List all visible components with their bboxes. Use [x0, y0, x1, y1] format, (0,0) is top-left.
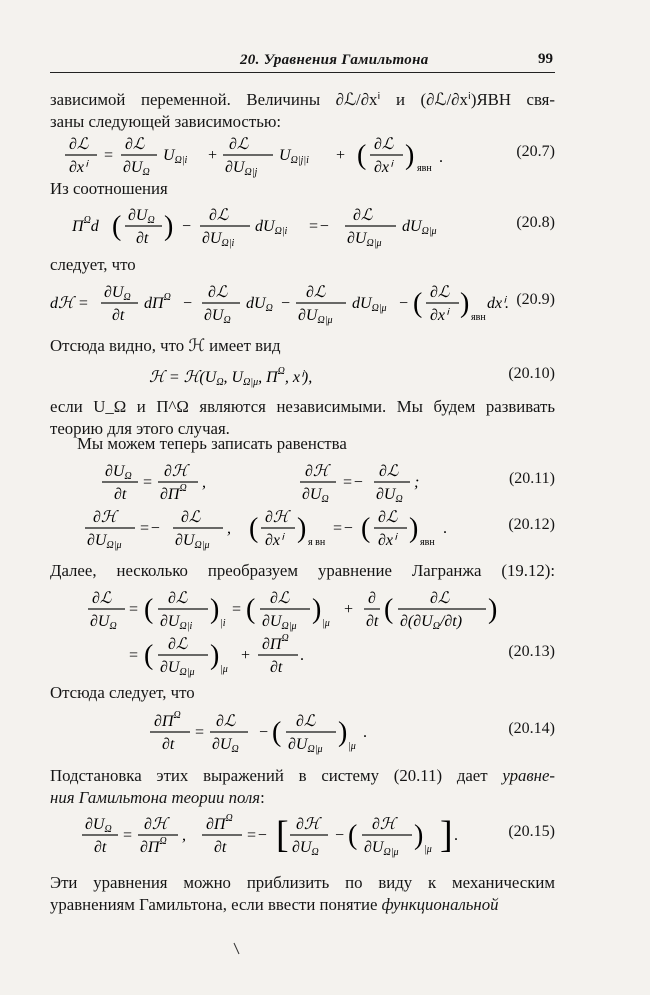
eq-8-den-1: ∂t	[136, 230, 149, 247]
eq-12-rparen-1: )	[297, 513, 307, 544]
paragraph-5-line-1: если U_Ω и Π^Ω являются независимыми. Мы будем развивать	[50, 397, 555, 416]
eq-15-lparen: (	[348, 820, 358, 851]
eq-8-num-3: ∂ℒ	[353, 207, 373, 224]
eq-15-den-1: ∂t	[94, 839, 107, 856]
equation-20-15-svg	[80, 807, 470, 863]
eq-9-num-1: ∂UΩ	[104, 284, 131, 303]
eq-14-minus: −	[258, 724, 269, 741]
eq-7-u1: UΩ|i	[163, 147, 188, 166]
eq-15-den-5: ∂UΩ|μ	[364, 839, 399, 858]
eq-13-rparen-1: )	[210, 594, 220, 625]
eq-11-semicolon: ;	[414, 474, 420, 491]
eq-13-den-5: ∂(∂UΩ/∂t)	[400, 613, 463, 632]
eq-9-minus-3: −	[398, 295, 409, 312]
eq-12-num-4: ∂ℒ	[378, 509, 398, 526]
eq-15-num-2: ∂ℋ	[144, 816, 168, 833]
equation-number-20-8: (20.8)	[516, 214, 555, 231]
eq-9-den-4: ∂xⁱ	[430, 307, 448, 324]
equation-number-20-12: (20.12)	[508, 516, 555, 533]
eq-7-lparen: (	[357, 140, 367, 171]
eq-11-den-3: ∂UΩ	[302, 486, 329, 505]
eq-9-rparen: )	[460, 288, 470, 319]
eq-13-plus-1: +	[343, 601, 354, 618]
eq-13-period: .	[300, 647, 304, 664]
eq-9-subscript: явн	[471, 312, 486, 323]
eq-13-lparen-4: (	[144, 640, 154, 671]
eq-8-pi: $\Pi^\Omega d$	[72, 215, 99, 235]
running-title: 20. Уравнения Гамильтона	[240, 52, 429, 68]
equation-20-10	[50, 356, 555, 396]
eq-13-sub-3: |μ	[220, 664, 228, 675]
eq-7-part-1-den: ∂xⁱ	[69, 159, 87, 176]
eq-13-equals-4: =	[128, 647, 139, 664]
equation-20-13-svg	[50, 585, 500, 677]
eq-14-equals: =	[194, 724, 205, 741]
eq-14-num-1: $\partial\Pi^\Omega$	[154, 710, 181, 730]
page-number: 99	[538, 51, 553, 67]
eq-15-rparen: )	[414, 820, 424, 851]
paragraph-10-line-2-text: уравнениям Гамильтона, если ввести понятие	[50, 895, 382, 914]
eq-12-den-2: ∂UΩ|μ	[175, 532, 210, 551]
paragraph-9-line-2-emphasis: ния Гамильтона теории поля	[50, 788, 261, 807]
eq-10-text: ℋ = ℋ(UΩ, UΩ|μ, $\Pi^\Omega$, xⁱ),	[149, 366, 313, 388]
paragraph-9-line-1-text: Подстановка этих выражений в систему (20.11) дает	[50, 766, 503, 785]
eq-8-lparen: (	[112, 211, 122, 242]
paragraph-2	[50, 178, 555, 200]
eq-7-part-4-den: ∂xⁱ	[374, 159, 392, 176]
eq-13-num-5: ∂ℒ	[430, 590, 450, 607]
eq-15-equals-2: =−	[246, 827, 268, 844]
eq-13-rparen-3: )	[488, 594, 498, 625]
eq-13-equals-2: =	[231, 601, 242, 618]
equation-20-7-svg	[65, 131, 485, 177]
eq-11-num-1: ∂UΩ	[105, 463, 132, 482]
eq-12-subscript-2: явн	[420, 537, 435, 548]
eq-14-num-3: ∂ℒ	[296, 713, 316, 730]
eq-7-part-2-den: ∂UΩ	[123, 159, 150, 178]
equation-number-20-9: (20.9)	[516, 291, 555, 308]
eq-12-subscript-1: я вн	[308, 537, 326, 548]
eq-13-sub-2: |μ	[322, 618, 330, 629]
eq-8-den-3: ∂UΩ|μ	[347, 230, 382, 249]
paragraph-1-line-2: заны следующей зависимостью:	[50, 112, 282, 131]
eq-13-rparen-2: )	[312, 594, 322, 625]
equation-number-20-15: (20.15)	[508, 823, 555, 840]
equation-20-7	[50, 131, 555, 177]
eq-7-equals: =	[103, 147, 114, 164]
eq-12-rparen-2: )	[409, 513, 419, 544]
eq-13-num-6: ∂ℒ	[168, 636, 188, 653]
eq-15-num-1: ∂UΩ	[85, 816, 112, 835]
eq-11-comma: ,	[202, 474, 206, 491]
eq-8-d2: dUΩ|μ	[402, 218, 437, 237]
eq-9-minus-2: −	[280, 295, 291, 312]
eq-9-num-3: ∂ℒ	[306, 284, 326, 301]
eq-15-den-3: ∂t	[214, 839, 227, 856]
eq-11-den-1: ∂t	[114, 486, 127, 503]
eq-13-num-2: ∂ℒ	[168, 590, 188, 607]
eq-15-num-4: ∂ℋ	[296, 816, 320, 833]
eq-12-equals-1: =−	[139, 520, 161, 537]
eq-11-equals-1: =	[142, 474, 153, 491]
eq-11-num-4: ∂ℒ	[379, 463, 399, 480]
paragraph-8	[50, 682, 555, 704]
eq-8-equals: =−	[308, 218, 330, 235]
eq-14-rparen: )	[338, 717, 348, 748]
paragraph-1-line-1: зависимой переменной. Величины ∂ℒ/∂xⁱ и (∂ℒ/∂xⁱ)ЯВН свя-	[50, 90, 555, 109]
equation-20-10-formula	[50, 356, 500, 396]
eq-12-equals-2: =−	[332, 520, 354, 537]
equation-20-10-svg	[145, 358, 405, 394]
eq-7-plus-2: +	[335, 147, 346, 164]
eq-12-lparen-2: (	[361, 513, 371, 544]
eq-13-lparen-3: (	[384, 594, 394, 625]
eq-7-subscript: явн	[417, 163, 432, 174]
equation-20-9	[50, 279, 555, 325]
eq-15-num-5: ∂ℋ	[372, 816, 396, 833]
eq-12-den-3: ∂xⁱ	[265, 532, 283, 549]
eq-9-minus-1: −	[182, 295, 193, 312]
eq-15-period: .	[454, 827, 458, 844]
equation-20-13-formula	[50, 585, 500, 677]
eq-8-d1: dUΩ|i	[255, 218, 288, 237]
paragraph-1	[50, 89, 555, 133]
paragraph-9-line-2	[50, 787, 555, 809]
eq-8-num-1: ∂UΩ	[128, 207, 155, 226]
eq-7-plus-1: +	[207, 147, 218, 164]
paragraph-7	[50, 560, 555, 582]
eq-7-part-2-num: ∂ℒ	[125, 136, 145, 153]
equation-20-7-formula	[50, 131, 500, 177]
eq-7-u2: UΩ|j|i	[279, 147, 309, 166]
equation-20-14-svg	[150, 708, 400, 754]
equation-number-20-14: (20.14)	[508, 720, 555, 737]
equation-20-11-formula	[50, 458, 500, 504]
eq-14-den-3: ∂UΩ|μ	[288, 736, 323, 755]
eq-12-comma: ,	[227, 520, 231, 537]
print-mark-icon	[233, 942, 241, 956]
eq-9-num-2: ∂ℒ	[208, 284, 228, 301]
eq-15-rbracket: ]	[440, 814, 453, 856]
eq-14-lparen: (	[272, 717, 282, 748]
eq-12-period: .	[443, 520, 447, 537]
equation-20-12-formula	[50, 504, 500, 550]
eq-8-den-2: ∂UΩ|i	[202, 230, 235, 249]
paragraph-6-text: Мы можем теперь записать равенства	[77, 434, 347, 453]
eq-11-den-2: $\partial\Pi^\Omega$	[160, 483, 187, 503]
eq-9-dumu: dUΩ|μ	[352, 295, 387, 314]
eq-13-den-7: ∂t	[270, 659, 283, 676]
eq-11-equals-2: =−	[342, 474, 364, 491]
eq-14-den-2: ∂UΩ	[212, 736, 239, 755]
paragraph-7-text: Далее, несколько преобразуем уравнение Лагранжа (19.12):	[50, 561, 555, 580]
eq-14-period: .	[363, 724, 367, 741]
equation-number-20-10: (20.10)	[508, 365, 555, 382]
eq-12-lparen-1: (	[249, 513, 259, 544]
eq-13-equals-1: =	[128, 601, 139, 618]
eq-9-den-3: ∂UΩ|μ	[298, 307, 333, 326]
page-header	[50, 50, 555, 73]
eq-13-lparen-2: (	[246, 594, 256, 625]
equation-20-13	[50, 585, 555, 677]
eq-9-lparen: (	[413, 288, 423, 319]
eq-13-den-3: ∂UΩ|μ	[262, 613, 297, 632]
equation-20-9-svg	[50, 279, 509, 326]
eq-8-rparen: )	[164, 211, 174, 242]
equation-20-12-svg	[85, 504, 465, 550]
eq-13-den-6: ∂UΩ|μ	[160, 659, 195, 678]
equation-20-12	[50, 504, 555, 550]
eq-15-lbracket: [	[276, 814, 289, 856]
eq-8-minus-1: −	[181, 218, 192, 235]
equation-20-11-svg	[100, 458, 450, 504]
paragraph-10-line-1: Эти уравнения можно приблизить по виду к механическим	[50, 873, 555, 892]
eq-13-num-7: $\partial\Pi^\Omega$	[262, 633, 289, 653]
eq-12-num-3: ∂ℋ	[265, 509, 289, 526]
equation-20-8-svg	[70, 202, 480, 248]
paragraph-8-text: Отсюда следует, что	[50, 683, 195, 702]
eq-11-den-4: ∂UΩ	[376, 486, 403, 505]
eq-14-den-1: ∂t	[162, 736, 175, 753]
paragraph-5-line-2: теорию для этого случая.	[50, 419, 230, 438]
equation-20-15-formula	[50, 807, 500, 863]
eq-15-sub: |μ	[424, 844, 432, 855]
eq-15-comma: ,	[182, 827, 186, 844]
eq-7-rparen: )	[405, 140, 415, 171]
equation-20-8	[50, 202, 555, 248]
eq-9-den-2: ∂UΩ	[204, 307, 231, 326]
eq-7-period: .	[439, 149, 443, 166]
eq-11-num-2: ∂ℋ	[164, 463, 188, 480]
paragraph-2-text: Из соотношения	[50, 179, 168, 198]
eq-13-den-4: ∂t	[366, 613, 379, 630]
paragraph-10	[50, 872, 555, 916]
eq-7-part-3-den: ∂UΩ|j	[225, 159, 258, 178]
paragraph-9	[50, 765, 555, 809]
equation-20-9-formula	[50, 279, 509, 326]
eq-13-num-3: ∂ℒ	[270, 590, 290, 607]
eq-13-rparen-4: )	[210, 640, 220, 671]
eq-13-den-2: ∂UΩ|i	[160, 613, 193, 632]
eq-11-num-3: ∂ℋ	[305, 463, 329, 480]
paragraph-10-line-2-emphasis: функциональной	[381, 895, 499, 914]
eq-12-num-1: ∂ℋ	[93, 509, 117, 526]
equation-20-11	[50, 458, 555, 504]
equation-number-20-11: (20.11)	[508, 470, 555, 487]
equation-20-14-formula	[50, 708, 500, 754]
eq-7-part-4-num: ∂ℒ	[374, 136, 394, 153]
eq-13-den-1: ∂UΩ	[90, 613, 117, 632]
equation-20-14	[50, 708, 555, 754]
eq-9-du: dUΩ	[246, 295, 273, 314]
paragraph-4-text: Отсюда видно, что ℋ имеет вид	[50, 336, 281, 355]
eq-13-lparen-1: (	[144, 594, 154, 625]
eq-12-den-4: ∂xⁱ	[378, 532, 396, 549]
eq-13-num-1: ∂ℒ	[92, 590, 112, 607]
eq-12-num-2: ∂ℒ	[181, 509, 201, 526]
eq-13-sub-1: |i	[220, 618, 226, 629]
eq-12-den-1: ∂UΩ|μ	[87, 532, 122, 551]
paragraph-3	[50, 254, 555, 276]
eq-9-den-1: ∂t	[112, 307, 125, 324]
eq-9-dpi: $d\Pi^\Omega$	[144, 292, 171, 312]
eq-9-num-4: ∂ℒ	[430, 284, 450, 301]
paragraph-6	[50, 433, 582, 455]
equation-20-15	[50, 807, 555, 863]
paragraph-10-line-2	[50, 894, 555, 916]
eq-14-num-2: ∂ℒ	[216, 713, 236, 730]
eq-15-den-4: ∂UΩ	[292, 839, 319, 858]
eq-15-equals-1: =	[122, 827, 133, 844]
eq-9-dh: dℋ =	[50, 295, 89, 312]
eq-7-part-1-num: ∂ℒ	[69, 136, 89, 153]
eq-13-num-4: ∂	[368, 590, 376, 607]
paragraph-9-line-1	[50, 765, 555, 787]
equation-number-20-13: (20.13)	[508, 643, 555, 660]
eq-15-minus: −	[334, 827, 345, 844]
equation-20-8-formula	[50, 202, 500, 248]
paragraph-9-line-2-text: :	[260, 788, 265, 807]
eq-7-part-3-num: ∂ℒ	[229, 136, 249, 153]
eq-15-den-2: $\partial\Pi^\Omega$	[140, 836, 167, 856]
eq-13-plus-2: +	[240, 647, 251, 664]
paragraph-4	[50, 335, 555, 357]
paragraph-3-text: следует, что	[50, 255, 136, 274]
eq-14-sub: |μ	[348, 741, 356, 752]
eq-15-num-3: $\partial\Pi^\Omega$	[206, 813, 233, 833]
paragraph-9-line-1-emphasis: уравне-	[502, 766, 555, 785]
eq-8-num-2: ∂ℒ	[209, 207, 229, 224]
equation-number-20-7: (20.7)	[516, 143, 555, 160]
eq-9-dx: dxⁱ.	[487, 295, 509, 312]
